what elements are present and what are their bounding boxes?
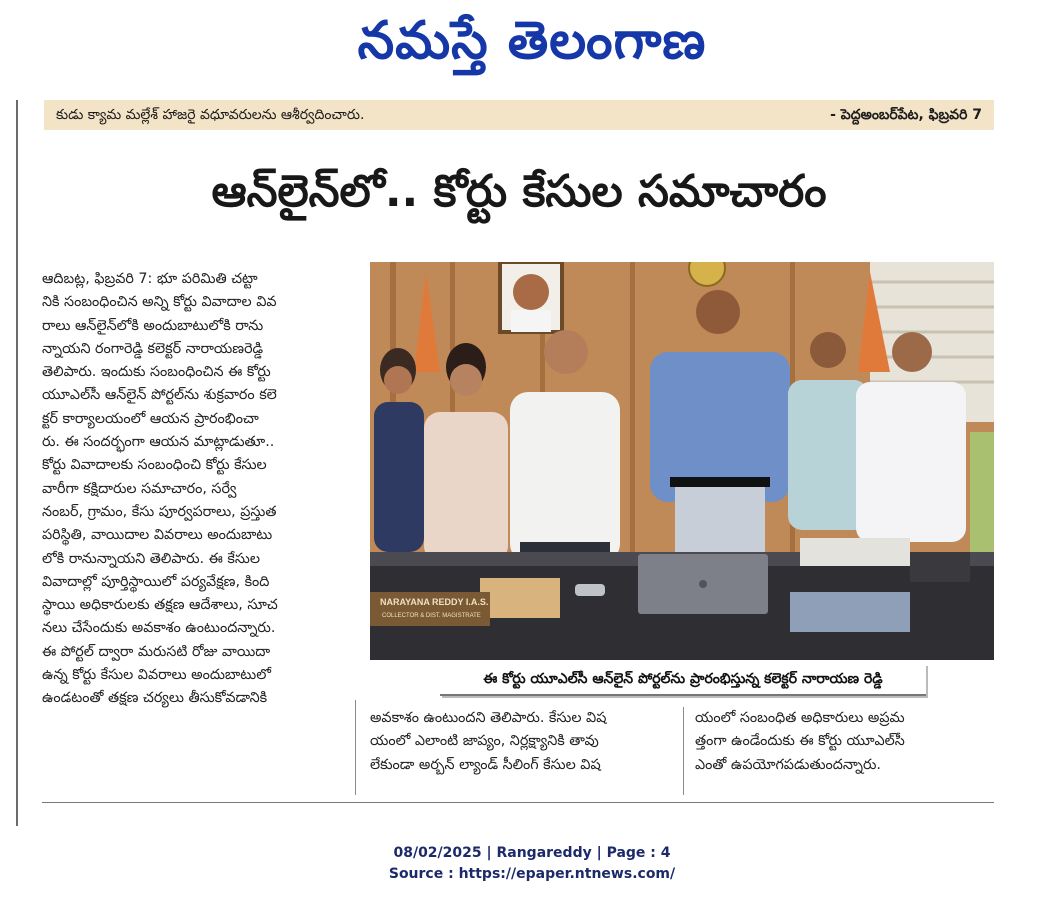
news-photo (370, 262, 994, 660)
strip-caption: కుడు క్యామ మల్లేశ్ హాజరై వధూవరులను ఆశీర్వదించారు. (56, 107, 365, 123)
previous-article-strip (44, 100, 994, 130)
photo-illustration (370, 262, 994, 660)
nameplate-subtext: COLLECTOR & DIST. MAGISTRATE (382, 613, 481, 619)
nameplate-text: NARAYANA REDDY I.A.S. (380, 597, 489, 607)
page-margin-rule (16, 100, 18, 826)
article-column-2: అవకాశం ఉంటుందని తెలిపారు. కేసుల విష యంలో ఎలాంటి జాప్యం, నిర్లక్ష్యానికి తావు లేకుండా అర్బన్ ల్యాండ్ సీలింగ్ కేసుల విష (370, 710, 607, 773)
footer-date-edition: 08/02/2025 | Rangareddy | Page : 4 (393, 845, 671, 861)
page-footer (0, 843, 1064, 885)
photo-caption: ఈ కోర్టు యూఎల్‌సీ ఆన్‌లైన్ పోర్టల్‌ను ప్రారంభిస్తున్న కలెక్టర్ నారాయణ రెడ్డి (440, 664, 926, 696)
column-divider (683, 707, 684, 795)
footer-source-link[interactable]: Source : https://epaper.ntnews.com/ (388, 866, 676, 882)
masthead (0, 6, 1064, 84)
strip-dateline: - పెద్దఅంబర్‌పేట, ఫిబ్రవరి 7 (830, 107, 982, 123)
article-column-3: యంలో సంబంధిత అధికారులు అప్రమ త్తంగా ఉండేందుకు ఈ కోర్టు యూఎల్‌సీ ఎంతో ఉపయోగపడుతుందన్నారు. (695, 710, 905, 773)
newspaper-logo: నమస్తే తెలంగాణ (357, 11, 707, 71)
article-column-1: ఆదిబట్ల, ఫిబ్రవరి 7: భూ పరిమితి చట్టా నికి సంబంధించిన అన్ని కోర్టు వివాదాల వివ రాలు ఆన్‌లైన్‌లోకి అందుబాటులోకి రాను న్నాయని రంగారెడ్డి కలెక్టర్ నారాయణరెడ్డి తెలిపారు. ఇందుకు సంబంధించిన ఈ కోర్టు యూఎల్‌సీ ఆన్‌లైన్ పోర్టల్‌ను శుక్రవారం కలె క్టర్ కార్యాలయంలో ఆయన ప్రారంభించా రు. ఈ సందర్భంగా ఆయన మాట్లాడుతూ.. కోర్టు వివాదాలకు సంబంధించి కోర్టు కేసుల వారీగా కక్షిదారుల సమాచారం, సర్వే నంబర్, గ్రామం, కేసు పూర్వపరాలు, ప్రస్తుత పరిస్థితి, వాయిదాల వివరాలు అందుబాటు లోకి రానున్నాయని తెలిపారు. ఈ కేసుల వివాదాల్లో పూర్తిస్థాయిలో పర్యవేక్షణ, కింది స్థాయి అధికారులకు తక్షణ ఆదేశాలు, సూచ నలు చేసేందుకు అవకాశం ఉంటుందన్నారు. ఈ పోర్టల్ ద్వారా మరుసటి రోజు వాయిదా ఉన్న కోర్టు కేసుల వివరాలు అందుబాటులో ఉండటంతో తక్షణ చర్యలు తీసుకోవడానికి (42, 271, 278, 707)
article-bottom-rule (42, 802, 994, 803)
column-divider (355, 700, 356, 795)
article-headline: ఆన్‌లైన్‌లో.. కోర్టు కేసుల సమాచారం (211, 166, 827, 217)
